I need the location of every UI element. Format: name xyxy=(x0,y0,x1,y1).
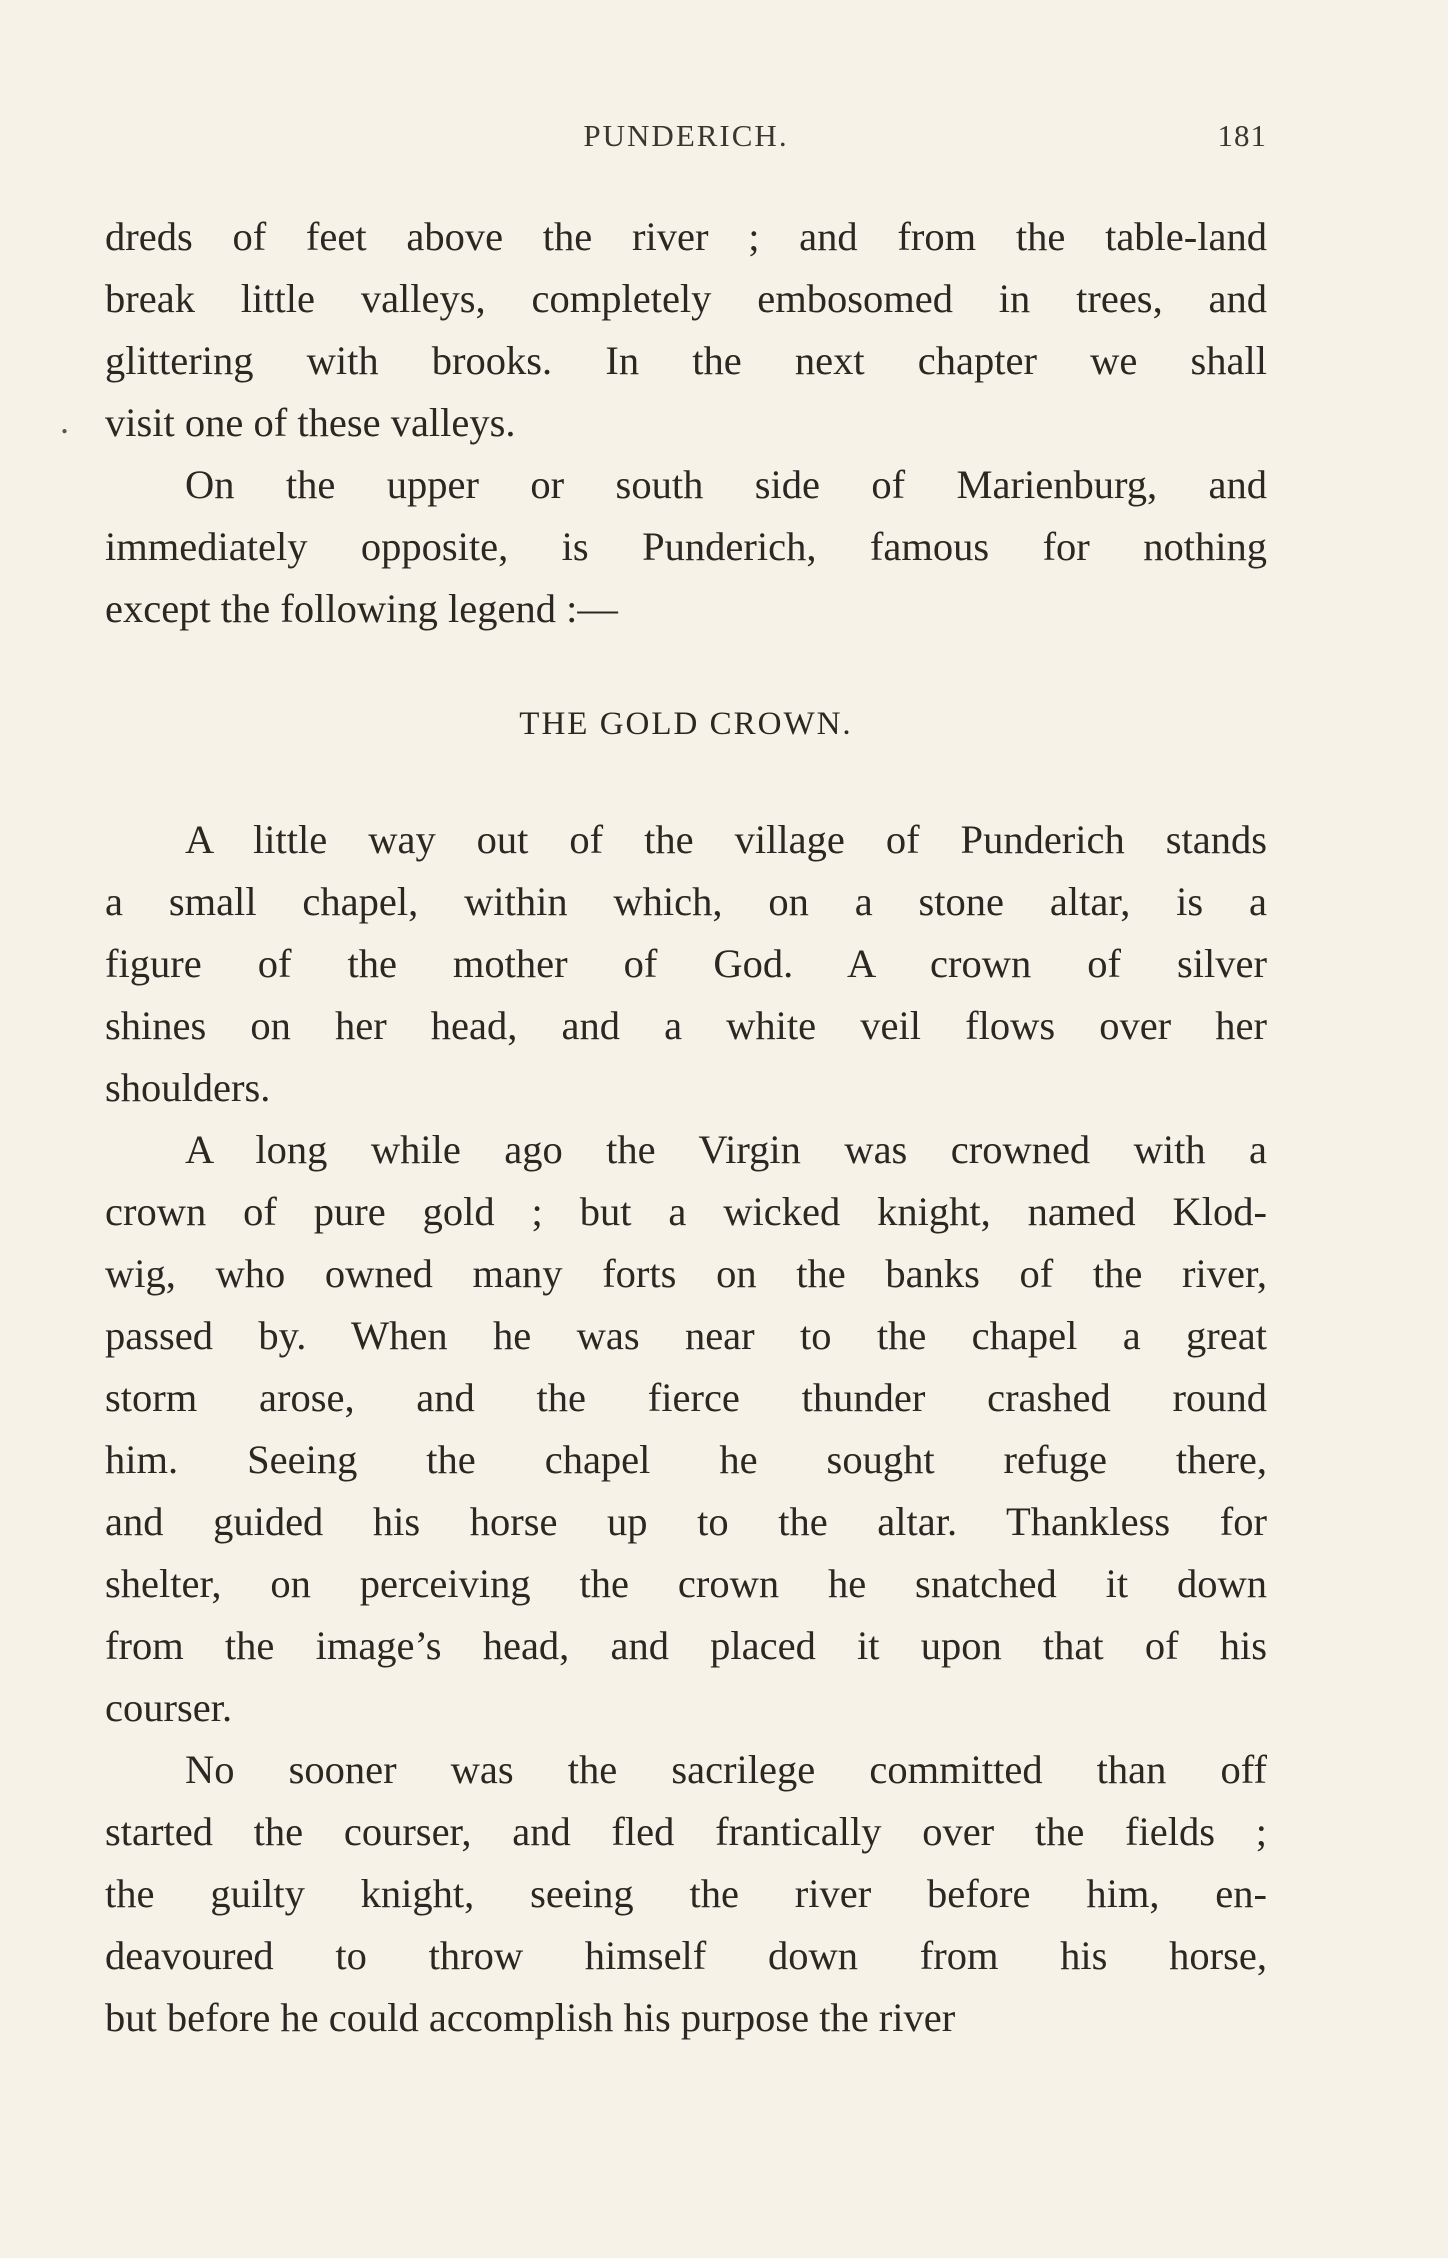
text-line: On the upper or south side of Marienburg, and xyxy=(185,462,1267,507)
margin-mark: . xyxy=(60,401,69,441)
text-line: visit one of these valleys. xyxy=(105,400,516,445)
paragraph xyxy=(105,809,1267,1119)
text-line: dreds of feet above the river ; and from the table-land xyxy=(105,214,1267,259)
paragraph xyxy=(105,206,1267,454)
text-line: from the image’s head, and placed it upon that of his xyxy=(105,1623,1267,1668)
text-line: A little way out of the village of Punderich stands xyxy=(185,817,1267,862)
page-number: 181 xyxy=(1217,118,1267,153)
text-line: him. Seeing the chapel he sought refuge there, xyxy=(105,1437,1267,1482)
text-line: storm arose, and the fierce thunder crashed round xyxy=(105,1375,1267,1420)
legend-paragraphs xyxy=(105,809,1267,2049)
text-line: glittering with brooks. In the next chapter we shall xyxy=(105,338,1267,383)
text-line: shines on her head, and a white veil flows over her xyxy=(105,1003,1267,1048)
running-head xyxy=(105,118,1267,158)
body-text xyxy=(105,206,1267,2049)
intro-paragraphs xyxy=(105,206,1267,640)
running-title: PUNDERICH. xyxy=(583,118,789,153)
paragraph xyxy=(105,1739,1267,2049)
text-line: but before he could accomplish his purpose the river xyxy=(105,1995,956,2040)
text-line: wig, who owned many forts on the banks of the river, xyxy=(105,1251,1267,1296)
text-line: crown of pure gold ; but a wicked knight, named Klod- xyxy=(105,1189,1267,1234)
text-line: shelter, on perceiving the crown he snatched it down xyxy=(105,1561,1267,1606)
text-line: courser. xyxy=(105,1685,233,1730)
text-line: break little valleys, completely embosomed in trees, and xyxy=(105,276,1267,321)
text-line: No sooner was the sacrilege committed than off xyxy=(185,1747,1267,1792)
paragraph xyxy=(105,454,1267,640)
section-title: THE GOLD CROWN. xyxy=(519,706,853,742)
text-line: deavoured to throw himself down from his horse, xyxy=(105,1933,1267,1978)
text-line: started the courser, and fled frantically over the fields ; xyxy=(105,1809,1267,1854)
text-line: and guided his horse up to the altar. Thankless for xyxy=(105,1499,1267,1544)
text-line: A long while ago the Virgin was crowned with a xyxy=(185,1127,1267,1172)
text-line: immediately opposite, is Punderich, famous for nothing xyxy=(105,524,1267,569)
text-line: shoulders. xyxy=(105,1065,271,1110)
text-line: passed by. When he was near to the chapel a great xyxy=(105,1313,1267,1358)
text-line: figure of the mother of God. A crown of silver xyxy=(105,941,1267,986)
text-line: a small chapel, within which, on a stone altar, is a xyxy=(105,879,1267,924)
text-line: the guilty knight, seeing the river before him, en- xyxy=(105,1871,1267,1916)
paragraph xyxy=(105,1119,1267,1739)
text-line: except the following legend :— xyxy=(105,586,618,631)
